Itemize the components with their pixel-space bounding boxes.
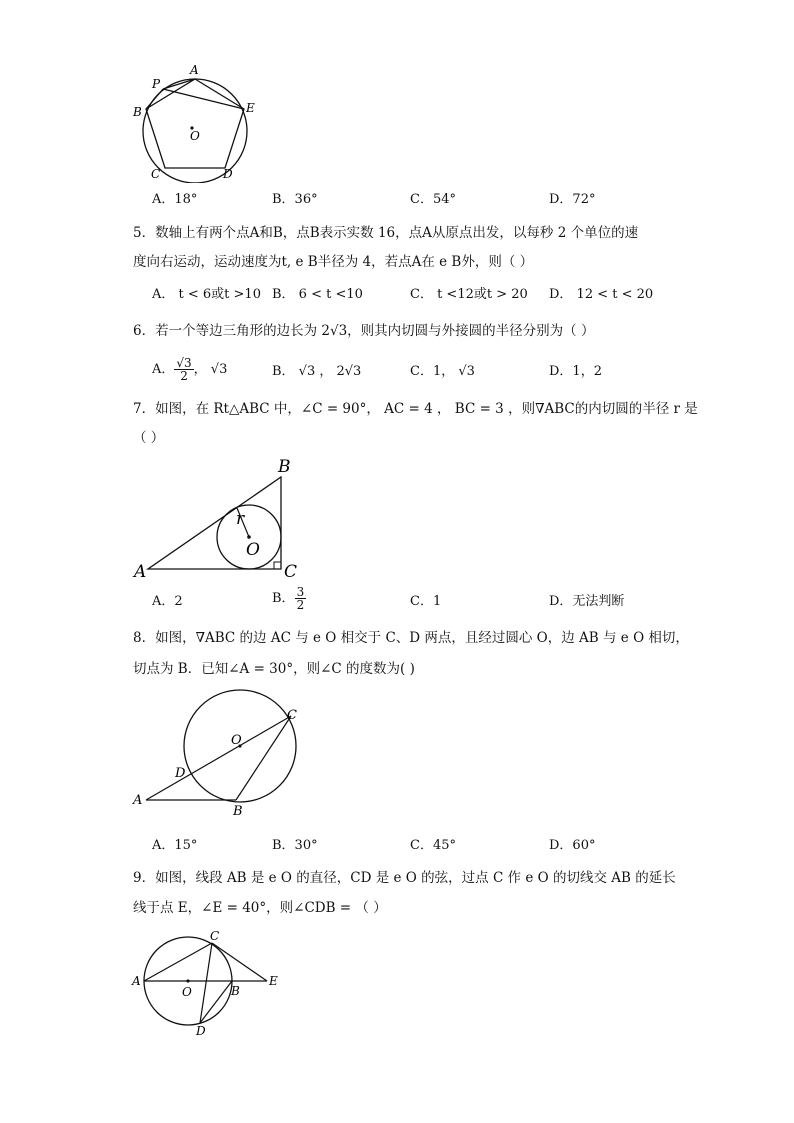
q4-option-a: A．18° [152,192,198,207]
q5-text-line1: 5．数轴上有两个点A和B，点B表示实数 16，点A从原点出发，以每秒 2 个单位的速 [133,225,639,241]
q7-option-d: D．无法判断 [549,594,625,609]
q6-option-c: C．1， √3 [410,364,475,379]
q8-label-d: D [175,766,186,781]
q8-option-a: A．15° [152,838,198,853]
q6-option-a-tail: ， √3 [193,362,228,377]
q7-option-b-prefix: B． [272,591,295,606]
q5-option-c: C． t <12或t > 20 [410,287,528,302]
q7-option-b-numerator: 3 [296,585,305,599]
q5-option-a: A． t < 6或t >10 [152,287,261,302]
q8-label-c: C [287,708,297,723]
q6-option-a [152,357,227,382]
q6-option-d: D．1，2 [549,364,602,379]
q7-figure [128,452,308,582]
q8-segment-ac [146,716,291,800]
q7-triangle [148,477,281,569]
q6-option-a-fraction [174,357,193,382]
q5-text-line2: 度向右运动，运动速度为t, e B半径为 4，若点A在 e B外，则（ ） [133,254,534,270]
q4-label-o: O [190,129,200,143]
q8-option-b: B．30° [272,838,318,853]
q7-label-o: O [246,540,260,560]
q6-option-a-prefix: A． [152,362,175,377]
q8-segment-bc [236,716,291,800]
q9-figure [128,928,293,1040]
q7-option-a: A．2 [152,594,183,609]
q7-option-c: C．1 [410,594,442,609]
q4-label-a: A [190,63,199,77]
q9-label-d: D [196,1024,206,1038]
q7-center-dot [247,535,251,539]
q9-label-c: C [210,929,220,943]
q8-label-o: O [231,733,242,748]
q7-option-b [272,586,306,611]
q8-label-a: A [133,793,143,808]
q7-option-b-denominator: 2 [296,598,305,612]
q9-text-line1: 9．如图，线段 AB 是 e O 的直径，CD 是 e O 的弦，过点 C 作 e O 的切线交 AB 的延长 [133,870,676,886]
q9-label-o: O [182,985,192,999]
q4-label-b: B [133,105,142,119]
q6-text-line1: 6．若一个等边三角形的边长为 2√3，则其内切圆与外接圆的半径分别为（ ） [133,323,595,339]
q8-option-d: D．60° [549,838,596,853]
q9-text-line2: 线于点 E，∠E = 40°，则∠CDB = （ ） [133,900,387,916]
q9-label-a: A [132,974,141,988]
q8-label-b: B [233,804,243,819]
q4-label-d: D [223,167,233,181]
q8-option-c: C．45° [410,838,456,853]
q7-text-line1: 7．如图，在 Rt△ABC 中，∠C = 90°， AC = 4 ， BC = 3 ，则∇ABC的内切圆的半径 r 是 [133,401,698,417]
q5-option-b: B． 6 < t <10 [272,287,363,302]
q7-text-line2: （ ） [133,430,165,446]
q8-text-line2: 切点为 B．已知∠A = 30°，则∠C 的度数为( ) [133,661,415,677]
q6-option-b: B． √3 ， 2√3 [272,364,362,379]
q7-right-angle-mark [274,562,281,569]
q6-option-a-numerator: √3 [176,356,192,370]
q4-label-e: E [246,101,255,115]
q4-figure [125,58,265,183]
q7-option-b-fraction [295,586,307,611]
q6-option-a-denominator: 2 [180,369,188,383]
q7-label-b: B [278,457,291,477]
q8-text-line1: 8．如图，∇ABC 的边 AC 与 e O 相交于 C、D 两点，且经过圆心 O，边 AB 与 e O 相切， [133,630,689,646]
q7-label-a: A [134,562,147,582]
q9-tangent-ce [212,943,267,981]
q9-label-e: E [269,974,278,988]
q7-label-r: r [236,509,245,529]
q9-segment-ac [144,943,212,981]
q9-chord-cd [200,943,212,1023]
q7-label-c: C [284,562,298,582]
q4-segment-pb [146,89,163,109]
q4-label-p: P [152,77,161,91]
q5-option-d: D． 12 < t < 20 [549,287,654,302]
q4-segment-pa [163,79,195,89]
q4-option-b: B．36° [272,192,318,207]
q4-option-c: C．54° [410,192,456,207]
q4-option-d: D．72° [549,192,596,207]
q8-figure [128,688,308,820]
q4-label-c: C [151,167,161,181]
q9-center-dot [186,979,189,982]
q4-segment-pe [163,89,244,109]
q9-label-b: B [231,984,240,998]
